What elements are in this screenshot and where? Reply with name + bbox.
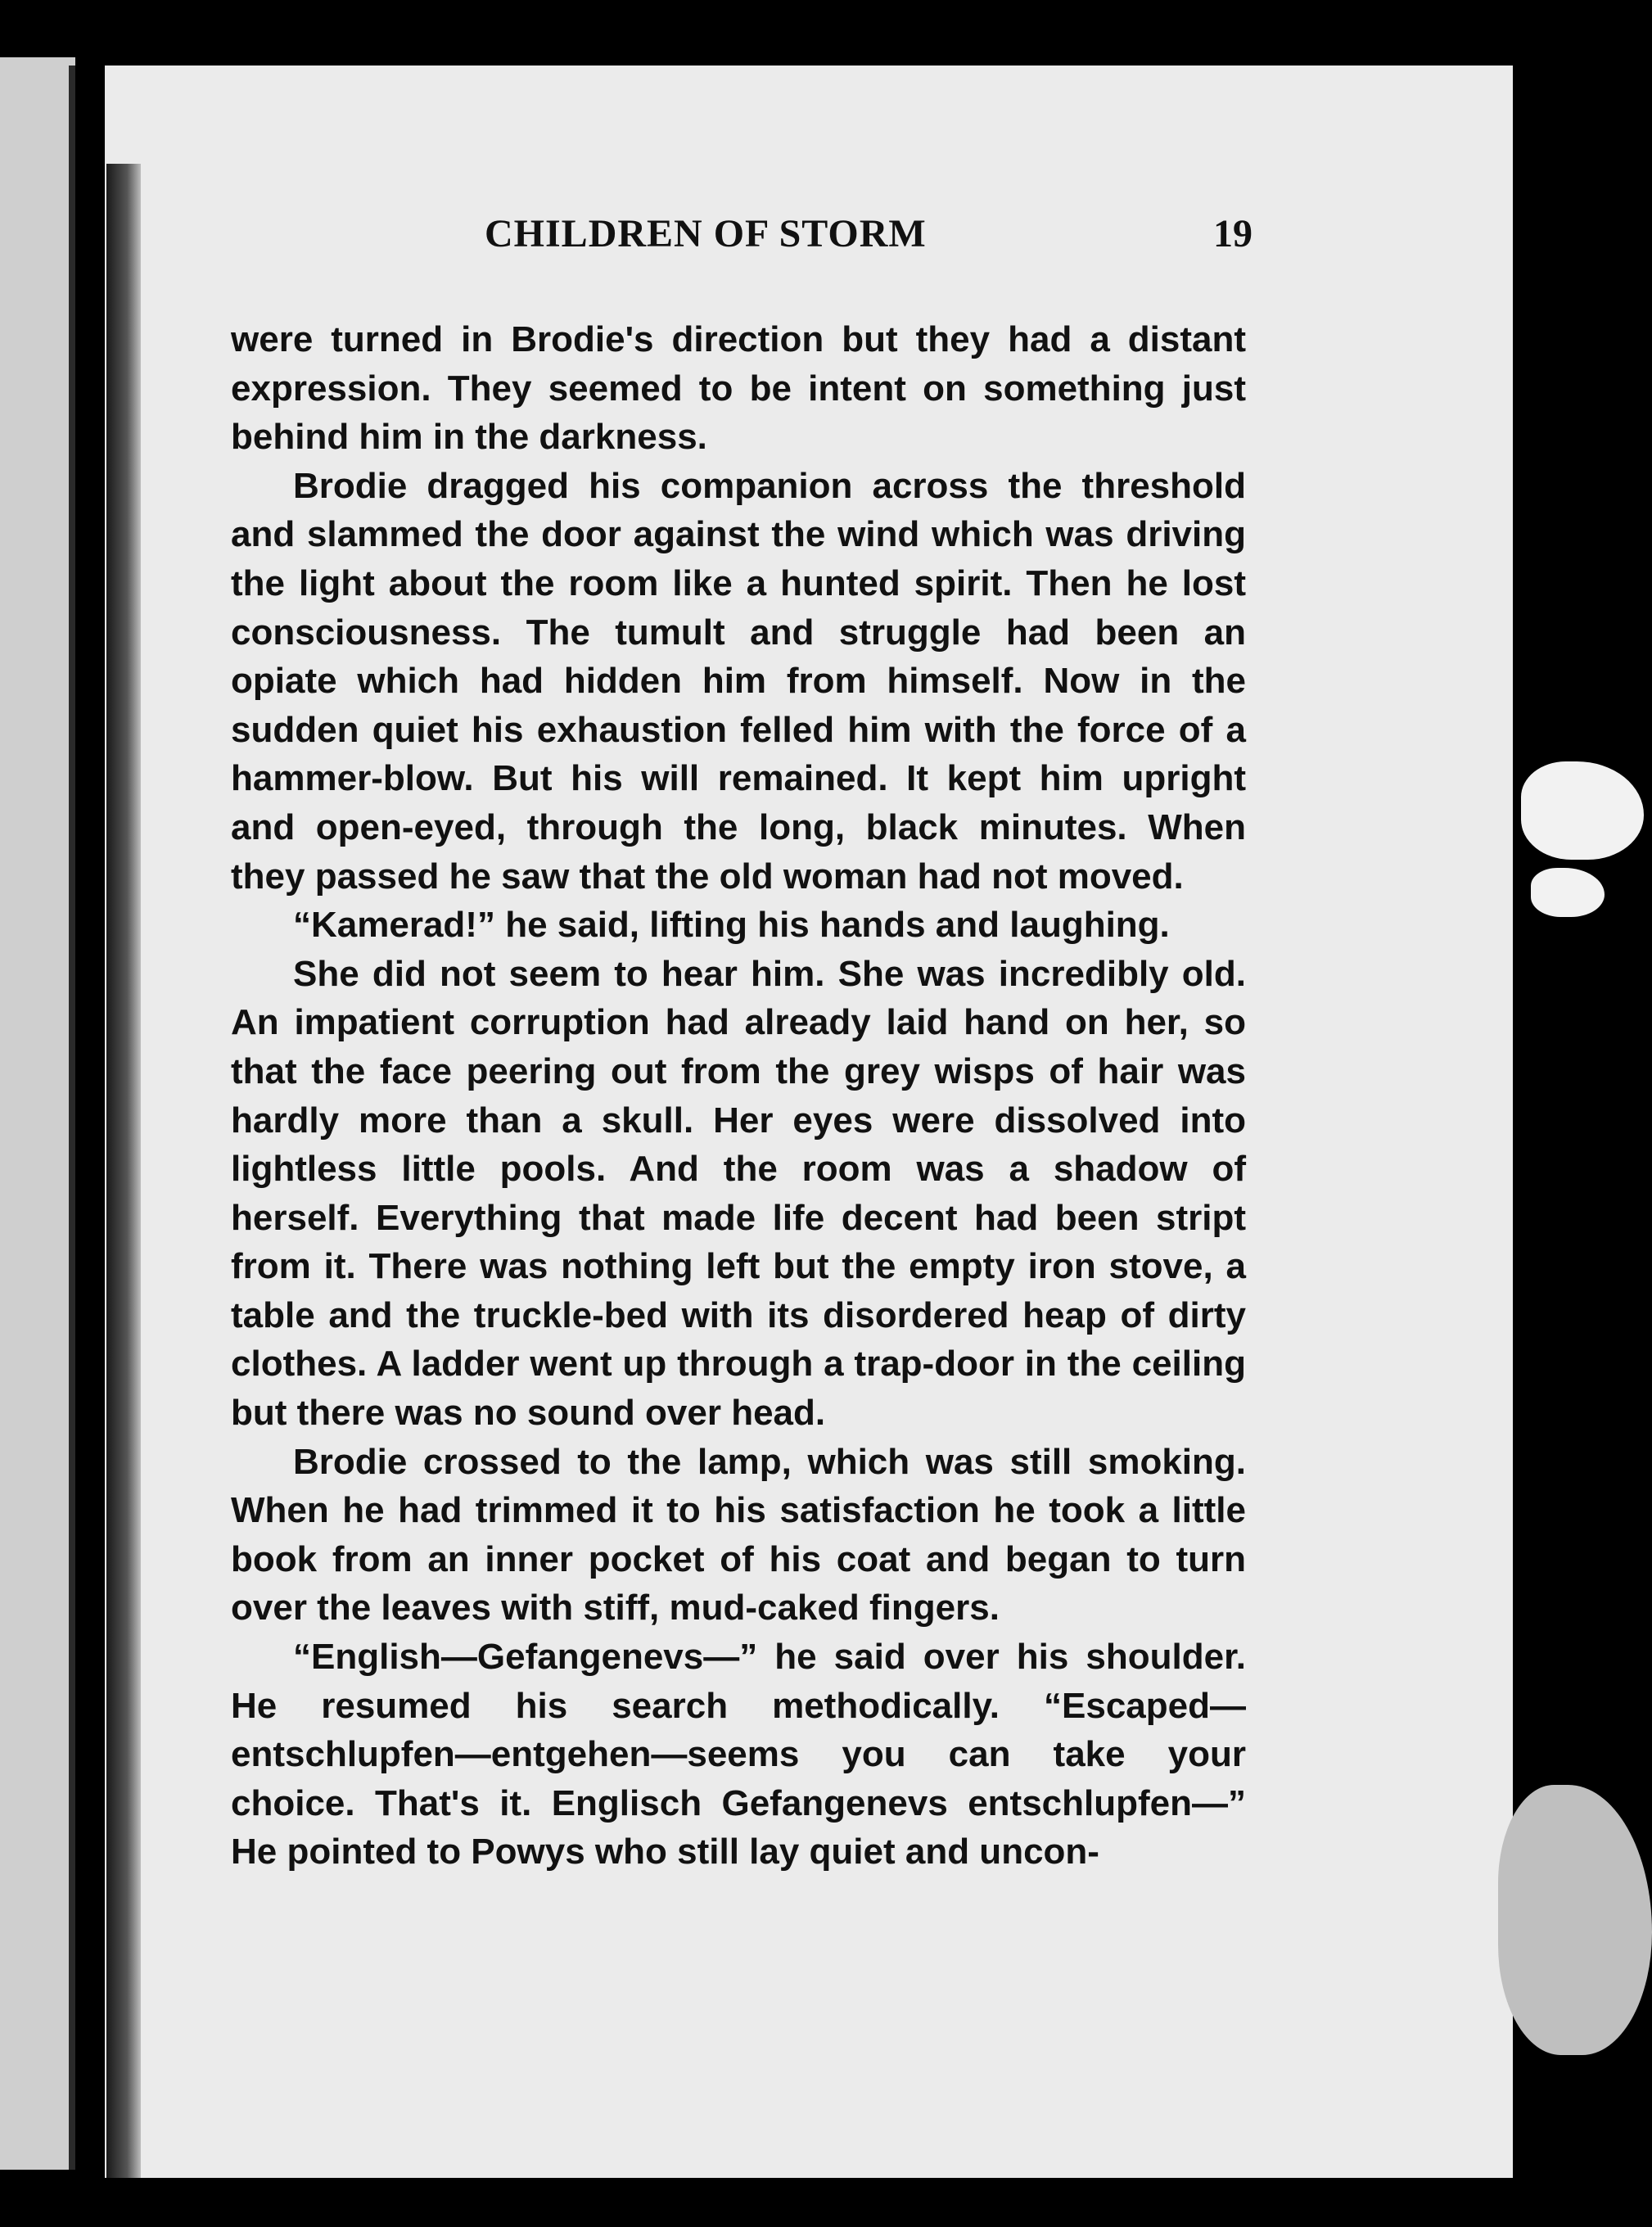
page-number: 19	[1213, 212, 1253, 255]
paragraph: “English—Gefangenevs—” he said over his shoulder. He resumed his search methodically. “Escaped—entschlupfen—entgehen—seems you can take your choice. That's it. Englisch Gefangenevs entschlupfen—” He pointed to Powys who still lay quiet and uncon-	[231, 1637, 1246, 1872]
facing-page-fold	[69, 66, 75, 2170]
paragraph: Brodie crossed to the lamp, which was still smoking. When he had trimmed it to his satisfaction he took a little book from an inner pocket of his coat and began to turn over the leaves with stiff, mud-caked fingers.	[231, 1441, 1246, 1628]
running-title: CHILDREN OF STORM	[485, 212, 927, 255]
page-gutter-shadow	[106, 164, 141, 2178]
scan-blemish	[1521, 761, 1644, 860]
paragraph-continued: were turned in Brodie's direction but they had a distant expression. They seemed to be intent on something just behind him in the darkness.	[231, 319, 1246, 458]
paragraph: She did not seem to hear him. She was incredibly old. An impatient corruption had already laid hand on her, so that the face peering out from the grey wisps of hair was hardly more than a skull. Her eyes were dissolved into lightless little pools. And the room was a shadow of herself. Everything that made life decent had been stript from it. There was nothing left but the empty iron stove, a table and the truckle-bed with its disordered heap of dirty clothes. A ladder went up through a trap-door in the ceiling but there was no sound over head.	[231, 953, 1246, 1434]
body-text	[231, 315, 1246, 1877]
paragraph-dialogue: “Kamerad!” he said, lifting his hands and laughing.	[293, 905, 1170, 946]
scan-blemish	[1531, 868, 1605, 917]
paragraph: Brodie dragged his companion across the threshold and slammed the door against the wind which was driving the light about the room like a hunted spirit. Then he lost consciousness. The tumult and struggle had been an opiate which had hidden him from himself. Now in the sudden quiet his exhaustion felled him with the force of a hammer-blow. But his will remained. It kept him upright and open-eyed, through the long, black minutes. When they passed he saw that the old woman had not moved.	[231, 465, 1246, 897]
facing-page-edge	[0, 57, 75, 2170]
scan-blemish	[1498, 1785, 1652, 2055]
